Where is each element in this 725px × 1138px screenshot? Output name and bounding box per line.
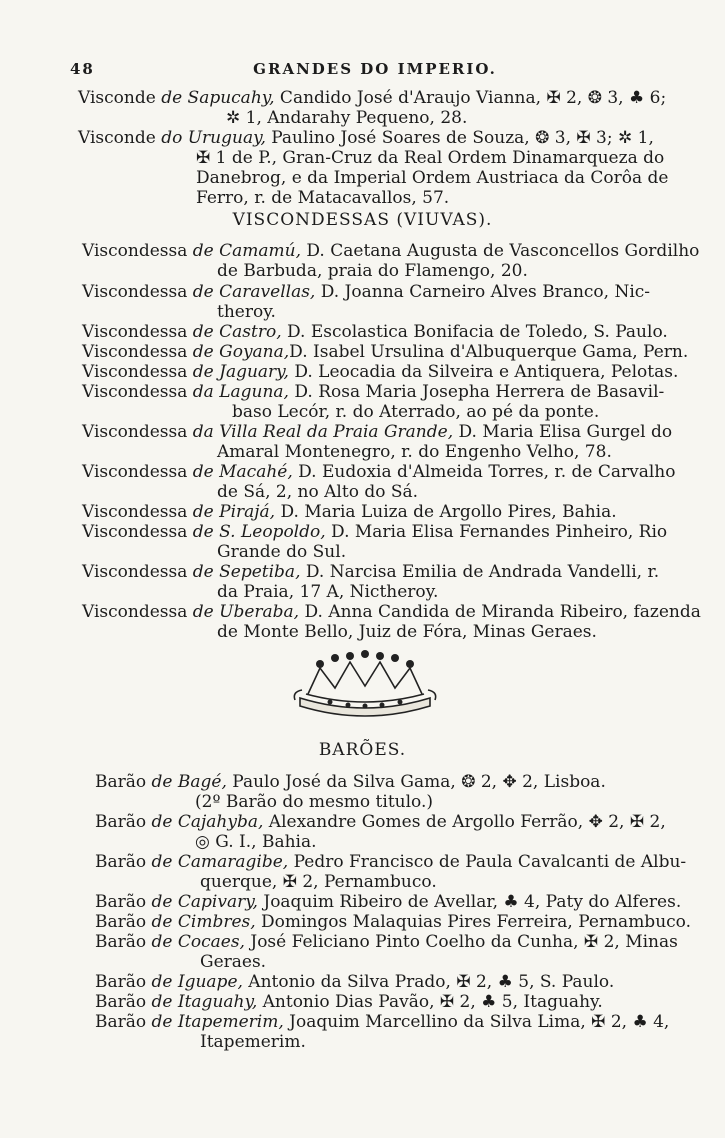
entry-barao: Barão de Camaragibe, Pedro Francisco de Paula Cavalcanti de Albu- querque, ✠ 2, Pernambuco. bbox=[95, 852, 687, 892]
entry-viscondessa: Viscondessa de Goyana,D. Isabel Ursulina d'Albuquerque Gama, Pern. bbox=[82, 342, 689, 362]
entry-viscondessa: Viscondessa de Pirajá, D. Maria Luiza de Argollo Pires, Bahia. bbox=[82, 502, 617, 522]
section-heading-viscondessas: VISCONDESSAS (VIUVAS). bbox=[232, 210, 493, 230]
entry-barao: Barão de Bagé, Paulo José da Silva Gama, ❂ 2, ✥ 2, Lisboa. (2º Barão do mesmo titulo.) bbox=[95, 772, 606, 812]
section-heading-baroes: BARÕES. bbox=[318, 740, 407, 760]
entry-visconde: Visconde de Sapucahy, Candido José d'Araujo Vianna, ✠ 2, ❂ 3, ♣ 6; ✲ 1, Andarahy Pequeno, 28. bbox=[78, 88, 667, 128]
page-number: 48 bbox=[70, 60, 95, 78]
entry-barao: Barão de Itaguahy, Antonio Dias Pavão, ✠ 2, ♣ 5, Itaguahy. bbox=[95, 992, 603, 1012]
entry-barao: Barão de Cimbres, Domingos Malaquias Pires Ferreira, Pernambuco. bbox=[95, 912, 691, 932]
entry-visconde: Visconde do Uruguay, Paulino José Soares de Souza, ❂ 3, ✠ 3; ✲ 1, ✠ 1 de P., Gran-Cruz da Real Ordem Dinamarqueza do Danebrog, e da Imperial Ordem Austriaca da Corôa de Ferro, r. de Matacavallos, 57. bbox=[78, 128, 669, 208]
entry-barao: Barão de Capivary, Joaquim Ribeiro de Avellar, ♣ 4, Paty do Alferes. bbox=[95, 892, 682, 912]
entry-viscondessa: Viscondessa de Caravellas, D. Joanna Carneiro Alves Branco, Nic- theroy. bbox=[82, 282, 651, 322]
entry-viscondessa: Viscondessa da Laguna, D. Rosa Maria Josepha Herrera de Basavil- baso Lecór, r. do Aterrado, ao pé da ponte. bbox=[82, 382, 665, 422]
entry-barao: Barão de Cocaes, José Feliciano Pinto Coelho da Cunha, ✠ 2, Minas Geraes. bbox=[95, 932, 678, 972]
entry-viscondessa: Viscondessa de Camamú, D. Caetana Augusta de Vasconcellos Gordilho de Barbuda, praia do Flamengo, 20. bbox=[82, 241, 700, 281]
entry-barao: Barão de Cajahyba, Alexandre Gomes de Argollo Ferrão, ✥ 2, ✠ 2, ◎ G. I., Bahia. bbox=[95, 812, 666, 852]
running-title: GRANDES DO IMPERIO. bbox=[253, 60, 497, 78]
entry-viscondessa: Viscondessa de Castro, D. Escolastica Bonifacia de Toledo, S. Paulo. bbox=[82, 322, 668, 342]
entry-viscondessa: Viscondessa de Macahé, D. Eudoxia d'Almeida Torres, r. de Carvalho de Sá, 2, no Alto do Sá. bbox=[82, 462, 676, 502]
entry-viscondessa: Viscondessa de Jaguary, D. Leocadia da Silveira e Antiquera, Pelotas. bbox=[82, 362, 679, 382]
page-header bbox=[70, 60, 680, 84]
entry-viscondessa: Viscondessa de Uberaba, D. Anna Candida de Miranda Ribeiro, fazenda de Monte Bello, Juiz de Fóra, Minas Geraes. bbox=[82, 602, 701, 642]
entry-barao: Barão de Iguape, Antonio da Silva Prado, ✠ 2, ♣ 5, S. Paulo. bbox=[95, 972, 615, 992]
entry-viscondessa: Viscondessa da Villa Real da Praia Grande, D. Maria Elisa Gurgel do Amaral Montenegro, r. do Engenho Velho, 78. bbox=[82, 422, 673, 462]
crown-ornament-icon bbox=[290, 648, 440, 718]
entry-viscondessa: Viscondessa de Sepetiba, D. Narcisa Emilia de Andrada Vandelli, r. da Praia, 17 A, Nictheroy. bbox=[82, 562, 660, 602]
entry-barao: Barão de Itapemerim, Joaquim Marcellino da Silva Lima, ✠ 2, ♣ 4, Itapemerim. bbox=[95, 1012, 670, 1052]
entry-viscondessa: Viscondessa de S. Leopoldo, D. Maria Elisa Fernandes Pinheiro, Rio Grande do Sul. bbox=[82, 522, 668, 562]
